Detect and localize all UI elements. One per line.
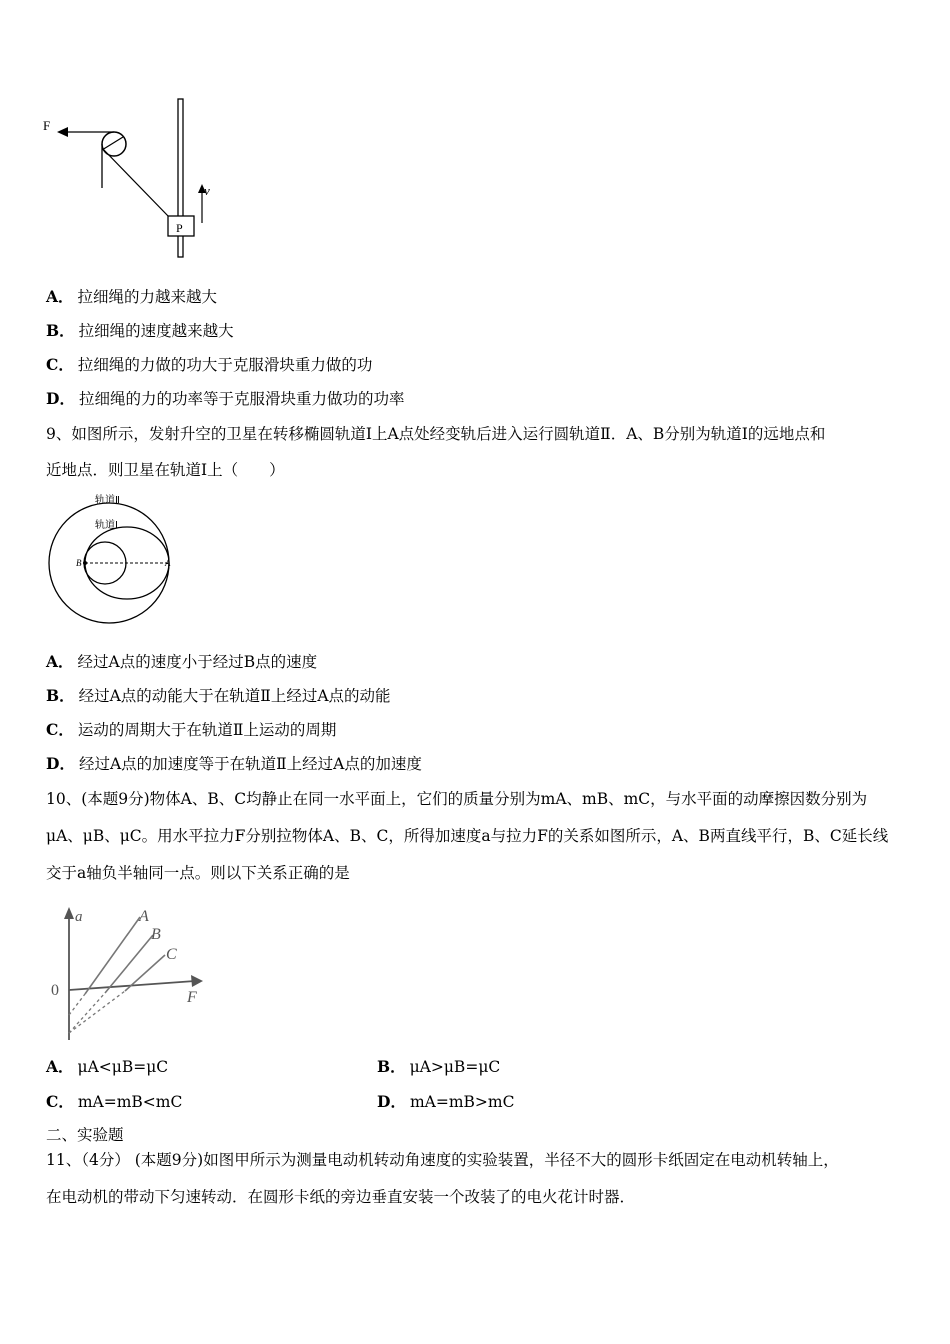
dashed-ext-b [69,993,105,1033]
q10-stem-line2: μA、μB、μC。用水平拉力F分别拉物体A、B、C，所得加速度a与拉力F的关系如图所示，A、B两直线平行，B、C延长线 [46,827,889,845]
line-label-c: C [166,946,177,963]
q9-option-d: D． 经过A点的加速度等于在轨道Ⅱ上经过A点的加速度 [46,754,422,773]
q8-option-c: C． 拉细绳的力做的功大于克服滑块重力做的功 [46,355,373,374]
q9-option-c: C． 运动的周期大于在轨道Ⅱ上运动的周期 [46,720,337,739]
force-arrow-head [57,127,68,137]
graph-line-a [85,917,140,994]
q8-option-b: B． 拉细绳的速度越来越大 [46,321,234,340]
point-b-dot [83,561,87,565]
line-label-b: B [151,926,161,943]
label-f: F [43,118,51,133]
q10-option-b: B． μA>μB=μC [377,1057,501,1076]
label-point-a: A [165,558,171,568]
q9-stem-line1: 9、如图所示，发射升空的卫星在转移椭圆轨道Ⅰ上A点处经变轨后进入运行圆轨道Ⅱ．A、B分别为轨道Ⅰ的远地点和 [46,425,826,443]
q9-stem-line2: 近地点．则卫星在轨道Ⅰ上（ ） [46,461,285,479]
orbit-figure [45,490,185,625]
label-orbit-i: 轨道Ⅰ [95,520,118,531]
q10-option-c: C． mA=mB<mC [46,1092,183,1111]
label-v: v [204,183,210,198]
q10-option-d: D． mA=mB>mC [377,1092,515,1111]
q8-option-a: A． 拉细绳的力越来越大 [46,287,218,306]
a-f-graph [45,895,215,1045]
q8-option-d: D． 拉细绳的力的功率等于克服滑块重力做功的功率 [46,389,405,408]
dashed-ext-a [69,994,85,1015]
q10-stem-line3: 交于a轴负半轴同一点。则以下关系正确的是 [46,864,350,882]
line-label-a: A [139,908,149,925]
axis-label-f: F [187,989,197,1006]
q11-stem-line2: 在电动机的带动下匀速转动．在圆形卡纸的旁边垂直安装一个改装了的电火花计时器． [46,1188,636,1206]
pulley-slider-figure [40,95,230,265]
q11-stem-line1: 11、（4分） (本题9分)如图甲所示为测量电动机转动角速度的实验装置，半径不大的圆形卡纸固定在电动机转轴上， [46,1151,839,1169]
label-point-b: B [76,558,82,568]
label-orbit-ii: 轨道Ⅱ [95,495,120,506]
q10-option-a: A． μA<μB=μC [46,1057,169,1076]
section-title-experiment: 二、实验题 [46,1126,124,1144]
axis-label-a: a [75,909,83,925]
q10-stem-line1: 10、(本题9分)物体A、B、C均静止在同一水平面上，它们的质量分别为mA、mB、mC，与水平面的动摩擦因数分别为 [46,790,868,808]
rope-inclined [103,149,170,218]
q9-option-a: A． 经过A点的速度小于经过B点的速度 [46,652,318,671]
label-p: P [176,221,183,235]
dashed-ext-c [69,991,125,1033]
q9-option-b: B． 经过A点的动能大于在轨道Ⅱ上经过A点的动能 [46,686,391,705]
origin-label: 0 [51,982,59,999]
